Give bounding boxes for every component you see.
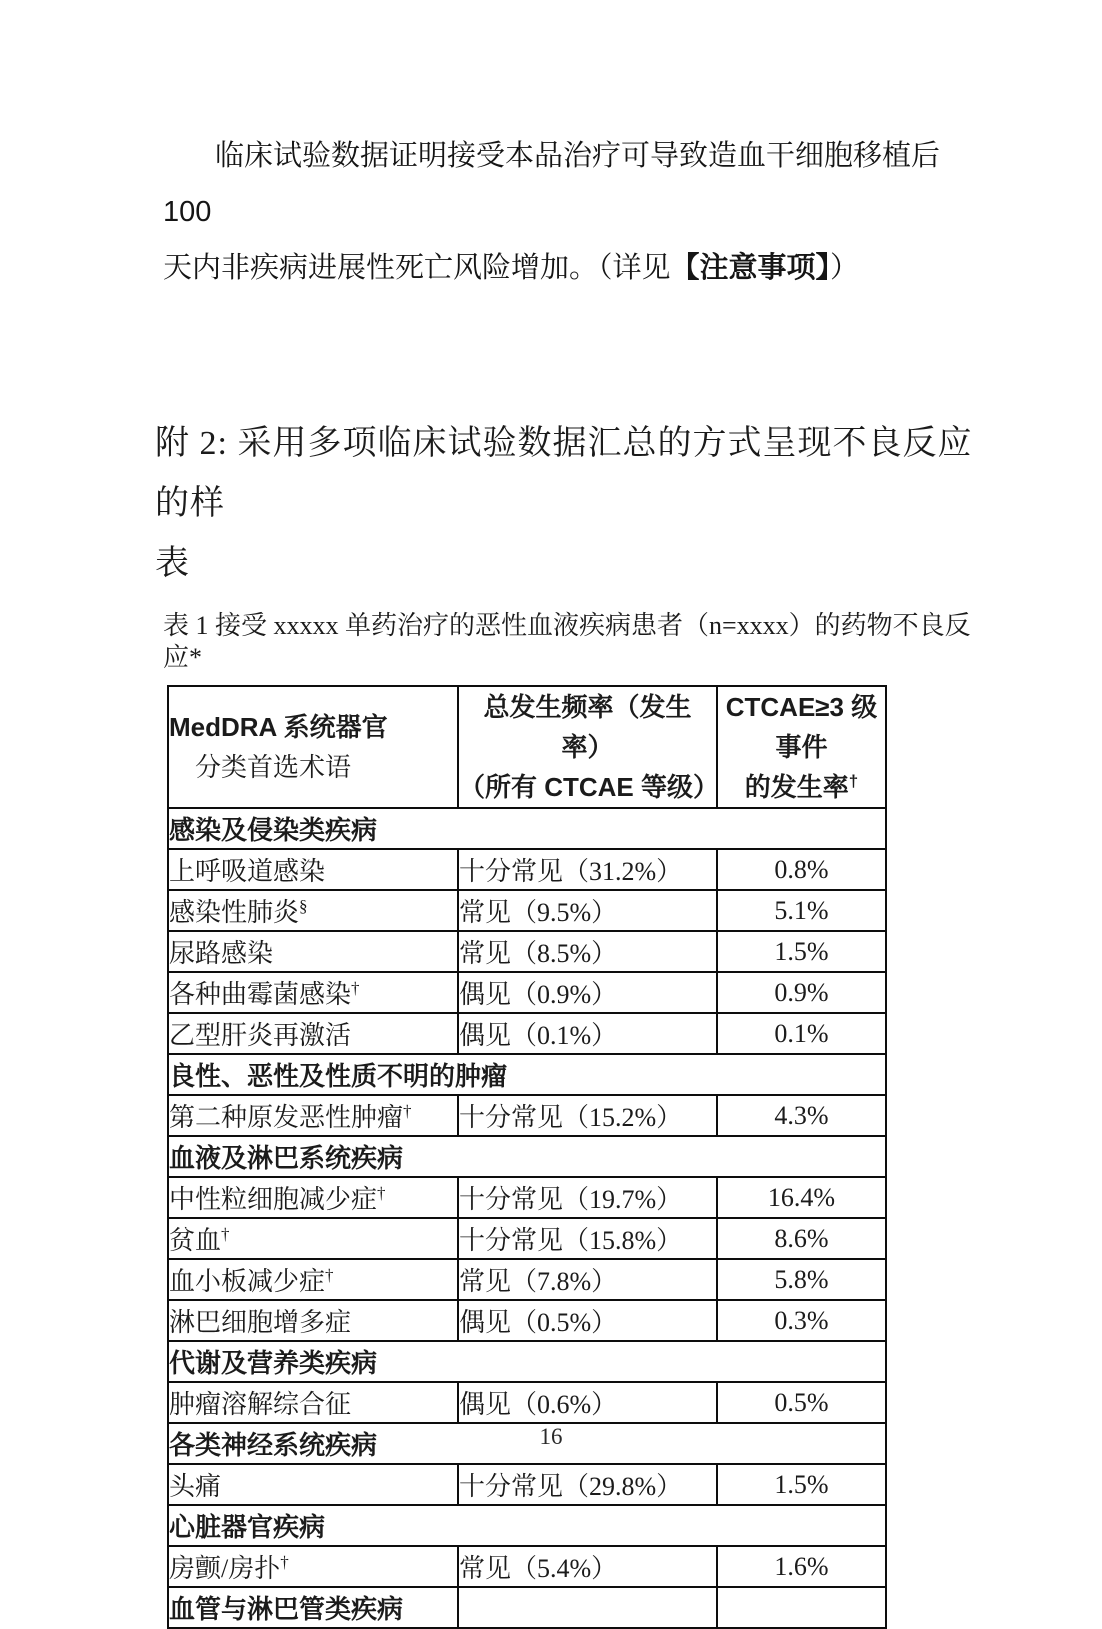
preferred-term-text: 上呼吸道感染 — [169, 857, 326, 886]
term-footnote-marker: † — [221, 1224, 230, 1244]
table-row — [168, 1013, 886, 1054]
frequency-cell: 十分常见（29.8%） — [458, 1464, 717, 1505]
table-row — [168, 1095, 886, 1136]
appendix-heading — [155, 414, 982, 594]
table-row — [168, 808, 886, 849]
header-meddra-line2: 分类首选术语 — [195, 752, 352, 782]
preferred-term-cell — [168, 1300, 458, 1341]
preferred-term-cell — [168, 972, 458, 1013]
table-row — [168, 1382, 886, 1423]
grade3-rate-cell: 5.1% — [717, 890, 886, 931]
table-row — [168, 1054, 886, 1095]
table-row — [168, 1218, 886, 1259]
term-footnote-marker: † — [403, 1101, 412, 1121]
table-row — [168, 890, 886, 931]
intro-line2-bold-ref: 【注意事项】 — [670, 252, 831, 284]
preferred-term-text: 尿路感染 — [169, 939, 274, 968]
intro-paragraph — [0, 0, 1102, 296]
preferred-term-text: 第二种原发恶性肿瘤 — [169, 1103, 404, 1132]
header-cell-grade3 — [717, 686, 886, 808]
term-footnote-marker: † — [280, 1552, 289, 1572]
grade3-rate-cell: 5.8% — [717, 1259, 886, 1300]
header-grade3-line2: 的发生率 — [744, 772, 849, 802]
soc-section-cell: 血液及淋巴系统疾病 — [168, 1136, 886, 1177]
grade3-rate-cell: 0.5% — [717, 1382, 886, 1423]
preferred-term-cell — [168, 1464, 458, 1505]
grade3-rate-cell: 16.4% — [717, 1177, 886, 1218]
preferred-term-text: 感染性肺炎 — [169, 898, 300, 927]
soc-section-cell: 代谢及营养类疾病 — [168, 1341, 886, 1382]
table-row — [168, 1136, 886, 1177]
frequency-cell: 偶见（0.9%） — [458, 972, 717, 1013]
intro-line2-pre: 天内非疾病进展性死亡风险增加。（详见 — [163, 252, 671, 284]
preferred-term-text: 血小板减少症 — [169, 1267, 326, 1296]
header-frequency-line1: 总发生频率（发生率） — [483, 692, 692, 762]
preferred-term-text: 贫血 — [169, 1226, 222, 1255]
preferred-term-cell — [168, 1259, 458, 1300]
table-row — [168, 1505, 886, 1546]
header-frequency-line2: （所有 CTCAE 等级） — [459, 772, 720, 802]
soc-section-cell: 心脏器官疾病 — [168, 1505, 886, 1546]
frequency-cell: 十分常见（31.2%） — [458, 849, 717, 890]
frequency-cell: 十分常见（15.2%） — [458, 1095, 717, 1136]
frequency-cell: 常见（5.4%） — [458, 1546, 717, 1587]
preferred-term-text: 房颤/房扑 — [169, 1554, 281, 1583]
table-row — [168, 1341, 886, 1382]
table-row — [168, 1300, 886, 1341]
grade3-rate-cell: 0.8% — [717, 849, 886, 890]
header-grade3-dagger: † — [848, 771, 859, 791]
table-header-row — [168, 686, 886, 808]
preferred-term-cell — [168, 1177, 458, 1218]
appendix-heading-line2: 表 — [155, 545, 190, 582]
preferred-term-cell — [168, 890, 458, 931]
preferred-term-text: 肿瘤溶解综合征 — [169, 1390, 352, 1419]
grade3-rate-cell: 0.3% — [717, 1300, 886, 1341]
page-number: 16 — [539, 1424, 563, 1449]
table-row — [168, 849, 886, 890]
term-footnote-marker: † — [325, 1265, 334, 1285]
frequency-cell: 十分常见（19.7%） — [458, 1177, 717, 1218]
adverse-reactions-table — [167, 685, 887, 1629]
frequency-cell — [458, 1587, 717, 1628]
soc-section-cell: 良性、恶性及性质不明的肿瘤 — [168, 1054, 886, 1095]
term-footnote-marker: † — [351, 978, 360, 998]
soc-section-cell: 感染及侵染类疾病 — [168, 808, 886, 849]
grade3-rate-cell: 1.5% — [717, 1464, 886, 1505]
header-cell-meddra — [168, 686, 458, 808]
preferred-term-text: 头痛 — [169, 1472, 222, 1501]
preferred-term-text: 各种曲霉菌感染 — [169, 980, 352, 1009]
table-row — [168, 1177, 886, 1218]
intro-line1: 临床试验数据证明接受本品治疗可导致造血干细胞移植后 100 — [163, 140, 941, 228]
grade3-rate-cell — [717, 1587, 886, 1628]
preferred-term-cell — [168, 1095, 458, 1136]
intro-line2-post: ） — [830, 252, 860, 284]
header-grade3-line1: CTCAE≥3 级事件 — [725, 692, 878, 762]
table-title: 表 1 接受 xxxxx 单药治疗的恶性血液疾病患者（n=xxxx）的药物不良反应* — [163, 611, 971, 672]
preferred-term-text: 乙型肝炎再激活 — [169, 1021, 352, 1050]
frequency-cell: 偶见（0.1%） — [458, 1013, 717, 1054]
table-row — [168, 972, 886, 1013]
frequency-cell: 偶见（0.6%） — [458, 1382, 717, 1423]
grade3-rate-cell: 0.1% — [717, 1013, 886, 1054]
table-row — [168, 1464, 886, 1505]
term-footnote-marker: § — [299, 896, 308, 916]
soc-section-cell: 各类神经系统疾病 — [168, 1423, 886, 1464]
grade3-rate-cell: 4.3% — [717, 1095, 886, 1136]
table-row — [168, 1587, 886, 1628]
grade3-rate-cell: 8.6% — [717, 1218, 886, 1259]
grade3-rate-cell: 1.5% — [717, 931, 886, 972]
soc-section-cell: 血管与淋巴管类疾病 — [168, 1587, 458, 1628]
preferred-term-cell — [168, 1218, 458, 1259]
header-meddra-line1: MedDRA 系统器官 — [169, 711, 388, 742]
table-row — [168, 1546, 886, 1587]
preferred-term-cell — [168, 931, 458, 972]
preferred-term-cell — [168, 849, 458, 890]
preferred-term-cell — [168, 1013, 458, 1054]
frequency-cell: 常见（7.8%） — [458, 1259, 717, 1300]
frequency-cell: 常见（8.5%） — [458, 931, 717, 972]
frequency-cell: 常见（9.5%） — [458, 890, 717, 931]
preferred-term-cell — [168, 1382, 458, 1423]
term-footnote-marker: † — [377, 1183, 386, 1203]
appendix-heading-line1: 附 2: 采用多项临床试验数据汇总的方式呈现不良反应的样 — [155, 425, 973, 522]
preferred-term-text: 淋巴细胞增多症 — [169, 1308, 352, 1337]
grade3-rate-cell: 0.9% — [717, 972, 886, 1013]
table-row — [168, 931, 886, 972]
table-row — [168, 1259, 886, 1300]
header-cell-frequency — [458, 686, 720, 808]
preferred-term-text: 中性粒细胞减少症 — [169, 1185, 378, 1214]
frequency-cell: 偶见（0.5%） — [458, 1300, 717, 1341]
frequency-cell: 十分常见（15.8%） — [458, 1218, 717, 1259]
preferred-term-cell — [168, 1546, 458, 1587]
grade3-rate-cell: 1.6% — [717, 1546, 886, 1587]
